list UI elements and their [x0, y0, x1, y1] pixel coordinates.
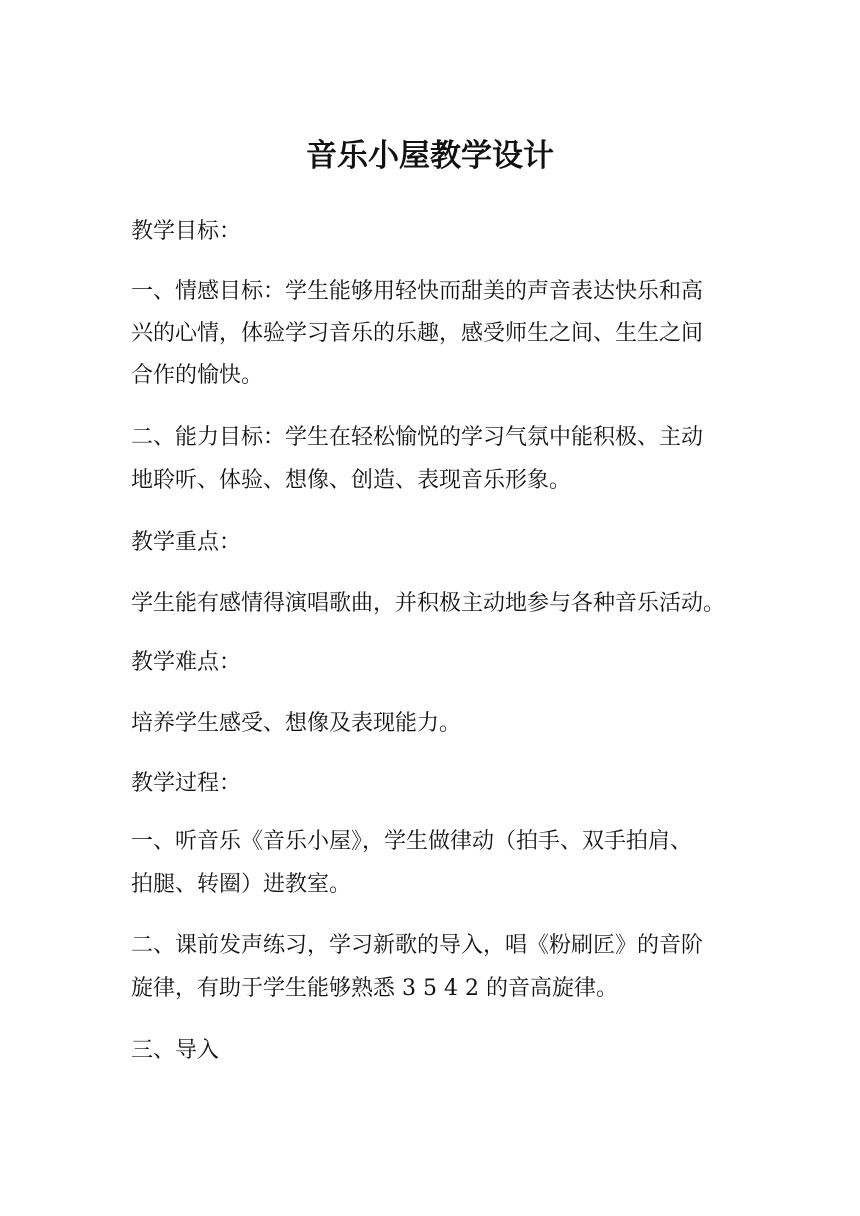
paragraph-emotion-goal-line-1: 一、情感目标：学生能够用轻快而甜美的声音表达快乐和高 — [131, 279, 704, 304]
paragraph-process-step-3: 三、导入 — [131, 1038, 220, 1063]
paragraph-key-points: 学生能有感情得演唱歌曲，并积极主动地参与各种音乐活动。 — [131, 591, 726, 616]
paragraph-process-step-2-line-1: 二、课前发声练习，学习新歌的导入，唱《粉刷匠》的音阶 — [131, 933, 704, 958]
document-title: 音乐小屋教学设计 — [306, 138, 554, 174]
paragraph-emotion-goal-line-3: 合作的愉快。 — [131, 363, 264, 388]
heading-teaching-key-points: 教学重点： — [131, 530, 242, 555]
paragraph-ability-goal-line-2: 地聆听、体验、想像、创造、表现音乐形象。 — [131, 468, 572, 493]
paragraph-process-step-1-line-2: 拍腿、转圈）进教室。 — [131, 872, 352, 897]
heading-teaching-difficulties: 教学难点： — [131, 650, 242, 675]
paragraph-process-step-2-line-2: 旋律，有助于学生能够熟悉 3 5 4 2 的音高旋律。 — [131, 976, 618, 1001]
heading-teaching-objectives: 教学目标： — [131, 219, 242, 244]
heading-teaching-process: 教学过程： — [131, 771, 242, 796]
paragraph-emotion-goal-line-2: 兴的心情，体验学习音乐的乐趣，感受师生之间、生生之间 — [131, 321, 704, 346]
paragraph-process-step-1-line-1: 一、听音乐《音乐小屋》，学生做律动（拍手、双手拍肩、 — [131, 829, 693, 854]
paragraph-ability-goal-line-1: 二、能力目标：学生在轻松愉悦的学习气氛中能积极、主动 — [131, 425, 704, 450]
paragraph-difficulties: 培养学生感受、想像及表现能力。 — [131, 711, 462, 736]
